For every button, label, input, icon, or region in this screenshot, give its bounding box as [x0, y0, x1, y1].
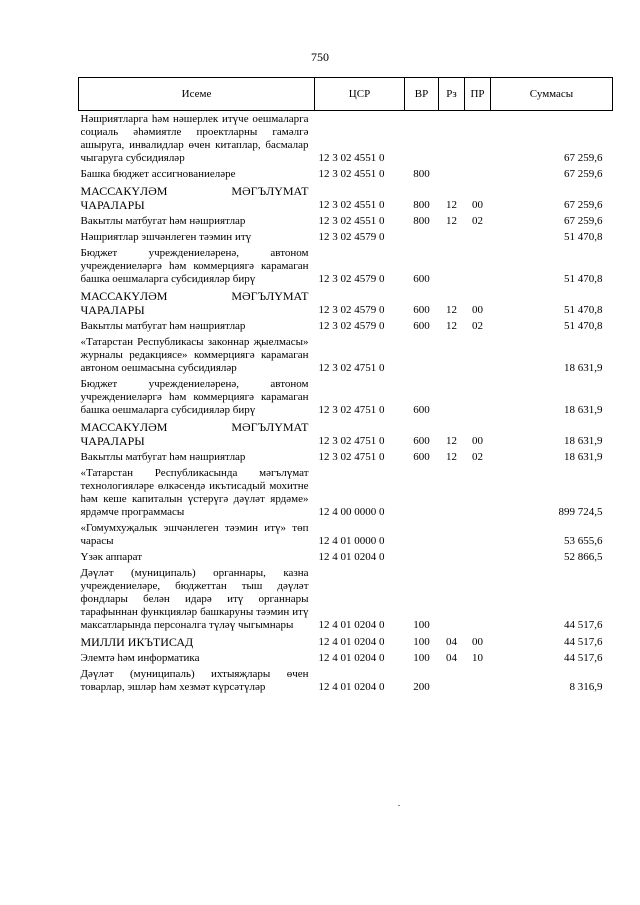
table-row: [79, 565, 613, 633]
cell-csr: 12 3 02 4751 0: [318, 435, 385, 447]
cell-vr: 600: [413, 273, 430, 285]
cell-rz: [439, 166, 465, 182]
cell-vr: [405, 520, 439, 549]
cell-sum: 18 631,9: [564, 435, 603, 447]
cell-pr: [465, 334, 491, 376]
cell-csr: 12 3 02 4579 0: [318, 273, 385, 285]
cell-rz: 04: [446, 652, 457, 664]
cell-vr: 100: [413, 652, 430, 664]
cell-name: Дәүләт (муниципаль) органнары, казна учреждениеләре, бюджеттан тыш дәүләт фондлары белән идарә итү органнары тарафыннан функцияләр башкаруны тәэмин итү максатларында персоналга түләү чыгымнары: [80, 567, 309, 631]
table-row: [79, 666, 613, 695]
cell-sum: 44 517,6: [564, 652, 603, 664]
header-sum: Суммасы: [491, 78, 613, 111]
page-number: 750: [311, 50, 329, 64]
cell-name: Вакытлы матбугат һәм нәшриятлар: [80, 451, 246, 463]
cell-pr: [465, 376, 491, 418]
cell-name: МАССАКҮЛӘМ МӘГЪЛҮМАТ ЧАРАЛАРЫ: [80, 184, 309, 212]
cell-vr: [405, 229, 439, 245]
cell-csr: 12 3 02 4551 0: [318, 215, 385, 227]
cell-sum: 67 259,6: [564, 199, 603, 211]
scan-mark: [398, 805, 400, 806]
cell-pr: [465, 245, 491, 287]
cell-rz: [439, 520, 465, 549]
cell-sum: 899 724,5: [558, 506, 603, 518]
cell-name: МАССАКҮЛӘМ МӘГЪЛҮМАТ ЧАРАЛАРЫ: [80, 420, 309, 448]
cell-rz: 12: [446, 451, 457, 463]
table-row: [79, 449, 613, 465]
cell-name: «Гомумхуҗалык эшчәнлеген тәэмин итү» төп чарасы: [80, 522, 309, 547]
cell-pr: [465, 465, 491, 520]
cell-sum: 67 259,6: [564, 215, 603, 227]
cell-name: МАССАКҮЛӘМ МӘГЪЛҮМАТ ЧАРАЛАРЫ: [80, 289, 309, 317]
cell-rz: [439, 245, 465, 287]
cell-pr: [465, 666, 491, 695]
cell-csr: 12 3 02 4579 0: [318, 304, 385, 316]
table-row: [79, 182, 613, 213]
table-row: [79, 245, 613, 287]
cell-name: Бюджет учреждениеләренә, автоном учреждениеләргә һәм коммерциягә карамаган башка оешмаларга субсидияләр бирү: [80, 378, 309, 416]
cell-vr: 600: [413, 304, 430, 316]
cell-sum: 44 517,6: [564, 636, 603, 648]
table-row: [79, 418, 613, 449]
cell-pr: 00: [472, 199, 483, 211]
table-row: [79, 520, 613, 549]
cell-sum: 67 259,6: [564, 152, 603, 164]
cell-name: Нәшриятларга һәм нәшерлек итүче оешмаларга социаль әһәмиятле проектларны гамәлгә ашыруга, инвалидлар өчен китаплар, басмалар чыгаруга субсидияләр: [80, 113, 309, 164]
cell-csr: 12 3 02 4551 0: [318, 199, 385, 211]
cell-name: Үзәк аппарат: [80, 551, 143, 563]
cell-vr: 200: [413, 681, 430, 693]
cell-vr: 100: [413, 619, 430, 631]
cell-vr: 600: [413, 435, 430, 447]
cell-csr: 12 3 02 4551 0: [318, 152, 385, 164]
cell-csr: 12 4 01 0204 0: [318, 652, 385, 664]
header-name: Исеме: [79, 78, 315, 111]
cell-pr: [465, 111, 491, 167]
table-row: [79, 287, 613, 318]
cell-sum: 8 316,9: [569, 681, 603, 693]
cell-sum: 51 470,8: [564, 320, 603, 332]
cell-sum: 51 470,8: [564, 304, 603, 316]
table-row: [79, 318, 613, 334]
cell-vr: 600: [413, 404, 430, 416]
cell-pr: 00: [472, 636, 483, 648]
cell-csr: 12 4 01 0204 0: [318, 551, 385, 563]
cell-pr: 02: [472, 451, 483, 463]
table-row: [79, 650, 613, 666]
cell-pr: [465, 549, 491, 565]
header-csr: ЦСР: [315, 78, 405, 111]
cell-vr: [405, 549, 439, 565]
cell-rz: 12: [446, 320, 457, 332]
cell-csr: 12 3 02 4751 0: [318, 451, 385, 463]
cell-rz: [439, 465, 465, 520]
cell-sum: 51 470,8: [564, 273, 603, 285]
cell-name: Вакытлы матбугат һәм нәшриятлар: [80, 320, 246, 332]
cell-pr: 00: [472, 435, 483, 447]
table-row: [79, 376, 613, 418]
cell-rz: [439, 666, 465, 695]
cell-vr: [405, 334, 439, 376]
cell-csr: 12 3 02 4579 0: [318, 231, 385, 243]
cell-rz: [439, 229, 465, 245]
cell-vr: 600: [413, 320, 430, 332]
header-rz: Рз: [439, 78, 465, 111]
cell-vr: 800: [413, 168, 430, 180]
cell-pr: [465, 520, 491, 549]
header-pr: ПР: [465, 78, 491, 111]
cell-pr: 02: [472, 215, 483, 227]
cell-pr: [465, 229, 491, 245]
cell-name: Башка бюджет ассигнованиеләре: [80, 168, 236, 180]
cell-sum: 18 631,9: [564, 362, 603, 374]
cell-name: Вакытлы матбугат һәм нәшриятлар: [80, 215, 246, 227]
table-body: [79, 111, 613, 696]
cell-sum: 52 866,5: [564, 551, 603, 563]
table-row: [79, 465, 613, 520]
header-vr: ВР: [405, 78, 439, 111]
cell-rz: [439, 111, 465, 167]
table-header: [79, 78, 613, 111]
cell-name: Элемтә һәм информатика: [80, 652, 200, 664]
cell-rz: [439, 565, 465, 633]
cell-name: Бюджет учреждениеләренә, автоном учреждениеләргә һәм коммерциягә карамаган башка оешмаларга субсидияләр бирү: [80, 247, 309, 285]
cell-name: МИЛЛИ ИКЪТИСАД: [80, 635, 194, 649]
cell-csr: 12 4 01 0000 0: [318, 535, 385, 547]
table-row: [79, 166, 613, 182]
cell-pr: 00: [472, 304, 483, 316]
cell-name: Дәүләт (муниципаль) ихтыяҗлары өчен товарлар, эшләр һәм хезмәт күрсәтүләр: [80, 668, 309, 693]
cell-sum: 44 517,6: [564, 619, 603, 631]
table-row: [79, 213, 613, 229]
cell-rz: 12: [446, 199, 457, 211]
cell-csr: 12 4 01 0204 0: [318, 619, 385, 631]
cell-pr: 02: [472, 320, 483, 332]
cell-name: Нәшриятлар эшчәнлеген тәэмин итү: [80, 231, 252, 243]
cell-rz: 04: [446, 636, 457, 648]
cell-rz: [439, 376, 465, 418]
cell-vr: 600: [413, 451, 430, 463]
cell-csr: 12 4 00 0000 0: [318, 506, 385, 518]
table-row: [79, 549, 613, 565]
cell-csr: 12 3 02 4579 0: [318, 320, 385, 332]
cell-pr: [465, 166, 491, 182]
cell-rz: [439, 334, 465, 376]
cell-sum: 53 655,6: [564, 535, 603, 547]
cell-rz: [439, 549, 465, 565]
cell-csr: 12 4 01 0204 0: [318, 681, 385, 693]
cell-vr: [405, 465, 439, 520]
cell-name: «Татарстан Республикасында мәгълүмат технологияләре өлкәсендә икътисадый мохитне һәм кеше капиталын үстерүгә дәүләт ярдәме» ярдәмче программасы: [80, 467, 309, 518]
cell-csr: 12 3 02 4751 0: [318, 362, 385, 374]
cell-sum: 18 631,9: [564, 451, 603, 463]
table-row: [79, 334, 613, 376]
cell-pr: [465, 565, 491, 633]
cell-rz: 12: [446, 304, 457, 316]
cell-vr: [405, 111, 439, 167]
table-row: [79, 111, 613, 167]
cell-rz: 12: [446, 215, 457, 227]
cell-csr: 12 3 02 4551 0: [318, 168, 385, 180]
cell-csr: 12 4 01 0204 0: [318, 636, 385, 648]
table-row: [79, 229, 613, 245]
cell-vr: 800: [413, 215, 430, 227]
cell-csr: 12 3 02 4751 0: [318, 404, 385, 416]
cell-sum: 67 259,6: [564, 168, 603, 180]
cell-name: «Татарстан Республикасы законнар җыелмасы» журналы редакциясе» коммерциягә карамаган автоном оешмасына субсидияләр: [80, 336, 309, 374]
cell-rz: 12: [446, 435, 457, 447]
cell-pr: 10: [472, 652, 483, 664]
cell-vr: 100: [413, 636, 430, 648]
cell-sum: 51 470,8: [564, 231, 603, 243]
budget-table: [78, 77, 613, 695]
table-row: [79, 633, 613, 650]
cell-vr: 800: [413, 199, 430, 211]
cell-sum: 18 631,9: [564, 404, 603, 416]
